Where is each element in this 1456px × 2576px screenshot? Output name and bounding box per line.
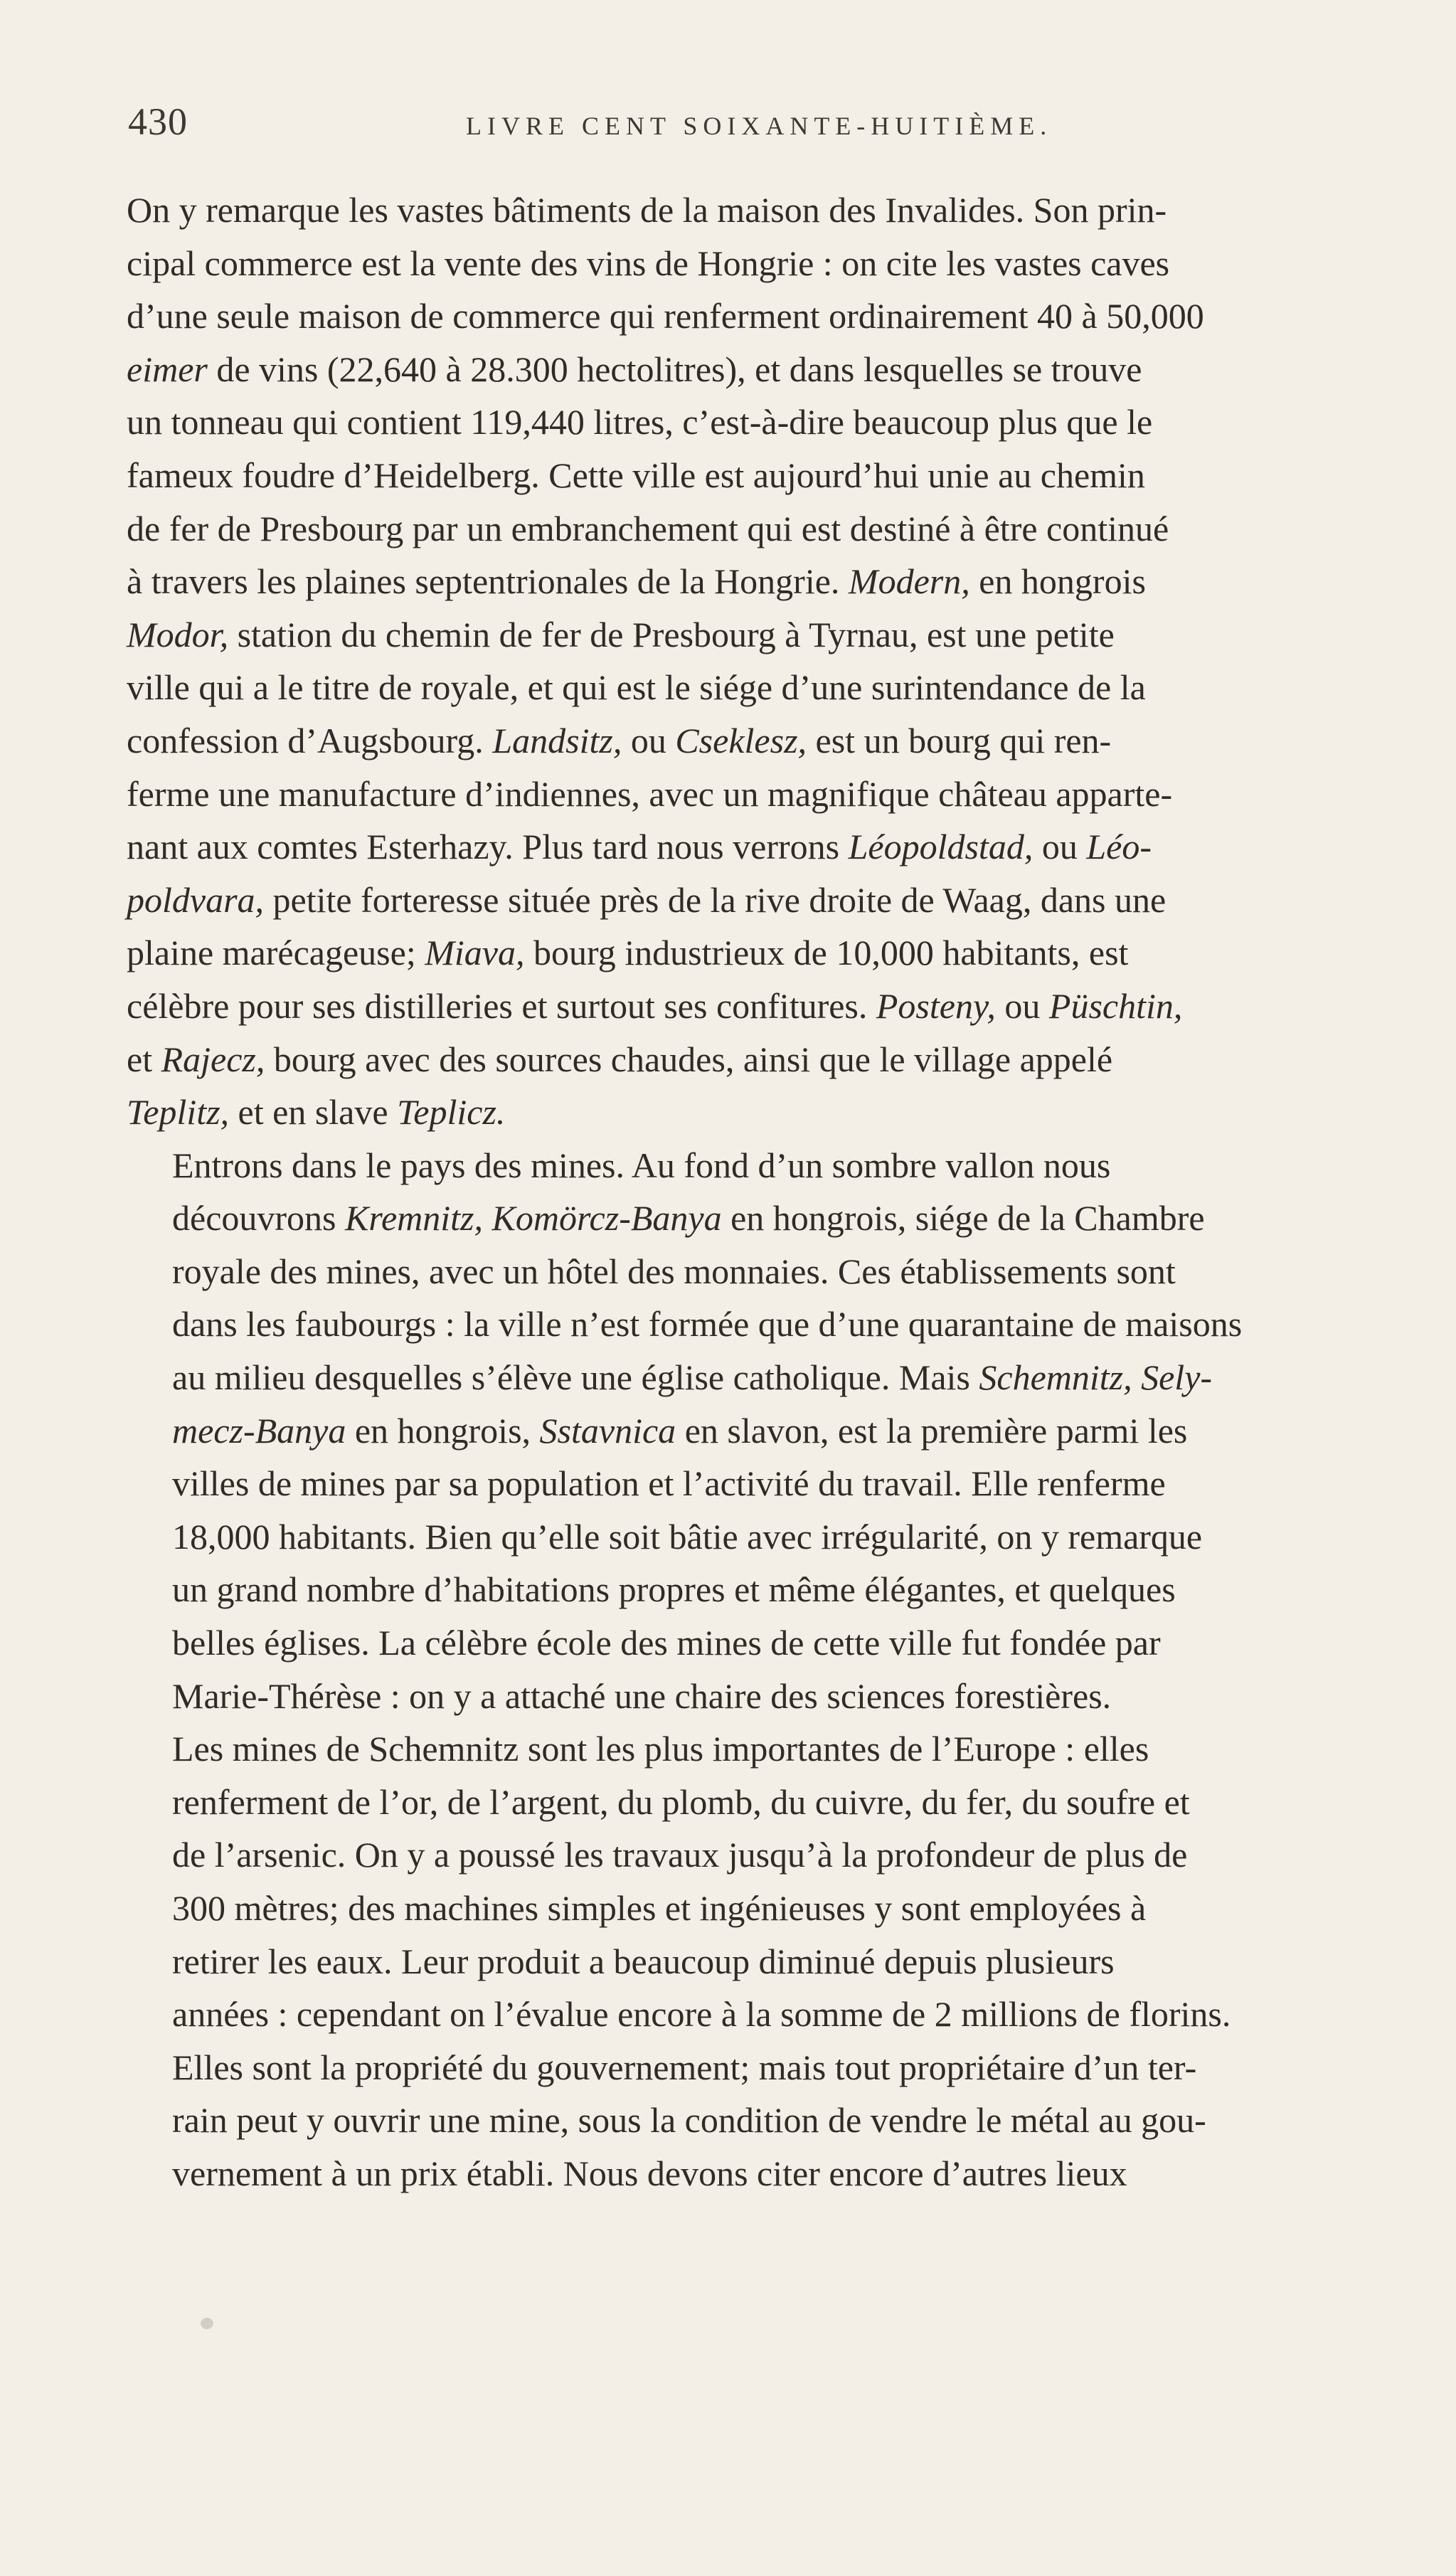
text-segment: en hongrois, [346,1410,540,1451]
text-segment: et [127,1039,161,1079]
text-segment: On y remarque les vastes bâtiments de la maison des Invalides. Son prin- [127,190,1167,230]
text-line [127,608,1346,662]
text-segment: Les mines de Schemnitz sont les plus importantes de l’Europe : elles [172,1729,1149,1769]
text-line [127,2147,1346,2200]
text-segment: en hongrois, siége de la Chambre [721,1198,1205,1239]
text-segment: ou [995,985,1049,1026]
italic-term: eimer [127,349,208,389]
text-segment: 18,000 habitants. Bien qu’elle soit bâtie avec irrégularité, on y remarque [172,1516,1203,1557]
text-segment: découvrons [172,1198,345,1239]
text-line [127,502,1346,556]
italic-term: poldvara, [127,879,265,920]
text-line [127,1722,1346,1776]
text-line [127,1404,1346,1458]
italic-term: Teplicz. [397,1092,506,1133]
italic-term: Posteny, [876,985,996,1026]
body-text [127,184,1346,2200]
text-segment: de l’arsenic. On y a poussé les travaux jusqu’à la profondeur de plus de [172,1835,1188,1875]
text-segment: 300 mètres; des machines simples et ingénieuses y sont employées à [172,1888,1147,1928]
text-segment: années : cependant on l’évalue encore à la somme de 2 millions de florins. [172,1994,1231,2035]
text-segment: dans les faubourgs : la ville n’est formée que d’une quarantaine de maisons [172,1304,1243,1345]
text-segment: petite forteresse située près de la rive droite de Waag, dans une [264,879,1167,920]
text-line [127,1192,1346,1245]
italic-term: Sstavnica [539,1410,676,1451]
italic-term: Modor, [127,614,229,654]
italic-term: Modern, [848,561,970,602]
text-segment: confession d’Augsbourg. [127,720,493,760]
text-segment: Elles sont la propriété du gouvernement; mais tout propriétaire d’un ter- [172,2047,1197,2087]
text-segment: en hongrois [969,561,1146,602]
page-number: 430 [128,100,188,143]
text-segment: nant aux comtes Esterhazy. Plus tard nous verrons [127,827,849,867]
paragraph [127,1139,1346,1723]
text-segment: Marie-Thérèse : on y a attaché une chaire des sciences forestières. [172,1675,1112,1716]
text-line [127,1828,1346,1882]
text-line [127,1776,1346,1829]
text-segment: de vins (22,640 à 28.300 hectolitres), et dans lesquelles se trouve [207,349,1142,389]
italic-term: Cseklesz, [675,720,807,760]
text-segment: ou [622,720,676,760]
text-segment: d’une seule maison de commerce qui renferment ordinairement 40 à 50,000 [127,296,1204,336]
text-segment: cipal commerce est la vente des vins de Hongrie : on cite les vastes caves [127,243,1170,283]
running-title: LIVRE CENT SOIXANTE-HUITIÈME. [466,112,1053,140]
text-line [127,714,1346,768]
text-line [127,1935,1346,1988]
text-segment: ou [1033,827,1087,867]
text-segment: et en slave [229,1092,398,1133]
text-segment: à travers les plaines septentrionales de la Hongrie. [127,561,849,602]
text-segment: retirer les eaux. Leur produit a beaucoup diminué depuis plusieurs [172,1941,1115,1981]
text-line [127,874,1346,927]
text-line [127,555,1346,608]
text-line [127,768,1346,821]
text-line [127,926,1346,980]
italic-term: Miava, [425,933,525,973]
text-line [127,1298,1346,1351]
italic-term: Landsitz, [492,720,622,760]
text-line [127,290,1346,343]
text-line [127,1882,1346,1935]
text-line [127,1351,1346,1404]
text-segment: royale des mines, avec un hôtel des monnaies. Ces établissements sont [172,1251,1176,1291]
text-line [127,396,1346,449]
text-segment: en slavon, est la première parmi les [676,1410,1188,1451]
text-line [127,820,1346,874]
italic-term: Püschtin, [1048,985,1183,1026]
text-segment: villes de mines par sa population et l’activité du travail. Elle renferme [172,1463,1166,1504]
page-header [128,100,1394,157]
italic-term: Léo- [1086,827,1152,867]
italic-term: Teplitz, [127,1092,230,1133]
text-segment: bourg avec des sources chaudes, ainsi que le village appelé [265,1039,1113,1079]
text-line [127,2041,1346,2094]
text-segment: rain peut y ouvrir une mine, sous la condition de vendre le métal au gou- [172,2100,1206,2141]
text-segment: un tonneau qui contient 119,440 litres, c’est-à-dire beaucoup plus que le [127,402,1153,442]
italic-term: Léopoldstad, [848,827,1033,867]
text-line [127,237,1346,290]
text-line [127,661,1346,714]
text-segment: bourg industrieux de 10,000 habitants, est [524,933,1129,973]
text-segment: station du chemin de fer de Presbourg à Tyrnau, est une petite [228,614,1115,654]
text-segment: de fer de Presbourg par un embranchement qui est destiné à être continué [127,508,1169,548]
text-line [127,449,1346,502]
text-line [127,1563,1346,1616]
text-line [127,980,1346,1033]
text-line [127,184,1346,237]
text-segment: Entrons dans le pays des mines. Au fond d’un sombre vallon nous [172,1145,1111,1185]
text-line [127,1139,1346,1192]
text-segment: renferment de l’or, de l’argent, du plomb, du cuivre, du fer, du soufre et [172,1781,1190,1822]
text-line [127,1245,1346,1298]
paragraph [127,1722,1346,2200]
ink-spot [201,2318,213,2329]
text-line [127,1086,1346,1139]
italic-term: Kremnitz, Komörcz-Banya [345,1198,722,1239]
text-segment: plaine marécageuse; [127,933,425,973]
text-line [127,2094,1346,2147]
text-segment: vernement à un prix établi. Nous devons citer encore d’autres lieux [172,2153,1127,2193]
text-segment: est un bourg qui ren- [807,720,1112,760]
text-line [127,1510,1346,1564]
italic-term: mecz-Banya [172,1410,346,1451]
text-segment: fameux foudre d’Heidelberg. Cette ville est aujourd’hui unie au chemin [127,455,1145,495]
text-segment: ville qui a le titre de royale, et qui est le siége d’une surintendance de la [127,667,1146,708]
text-segment: célèbre pour ses distilleries et surtout ses confitures. [127,985,876,1026]
italic-term: Schemnitz, Sely- [979,1357,1213,1398]
text-line [127,1670,1346,1723]
text-segment: au milieu desquelles s’élève une église catholique. Mais [172,1357,979,1398]
text-line [127,1033,1346,1086]
italic-term: Rajecz, [161,1039,265,1079]
text-line [127,1616,1346,1670]
text-segment: belles églises. La célèbre école des mines de cette ville fut fondée par [172,1623,1161,1663]
paragraph [127,184,1346,1139]
text-line [127,343,1346,396]
text-segment: ferme une manufacture d’indiennes, avec un magnifique château apparte- [127,773,1173,814]
text-segment: un grand nombre d’habitations propres et même élégantes, et quelques [172,1569,1176,1610]
text-line [127,1457,1346,1510]
text-line [127,1988,1346,2041]
